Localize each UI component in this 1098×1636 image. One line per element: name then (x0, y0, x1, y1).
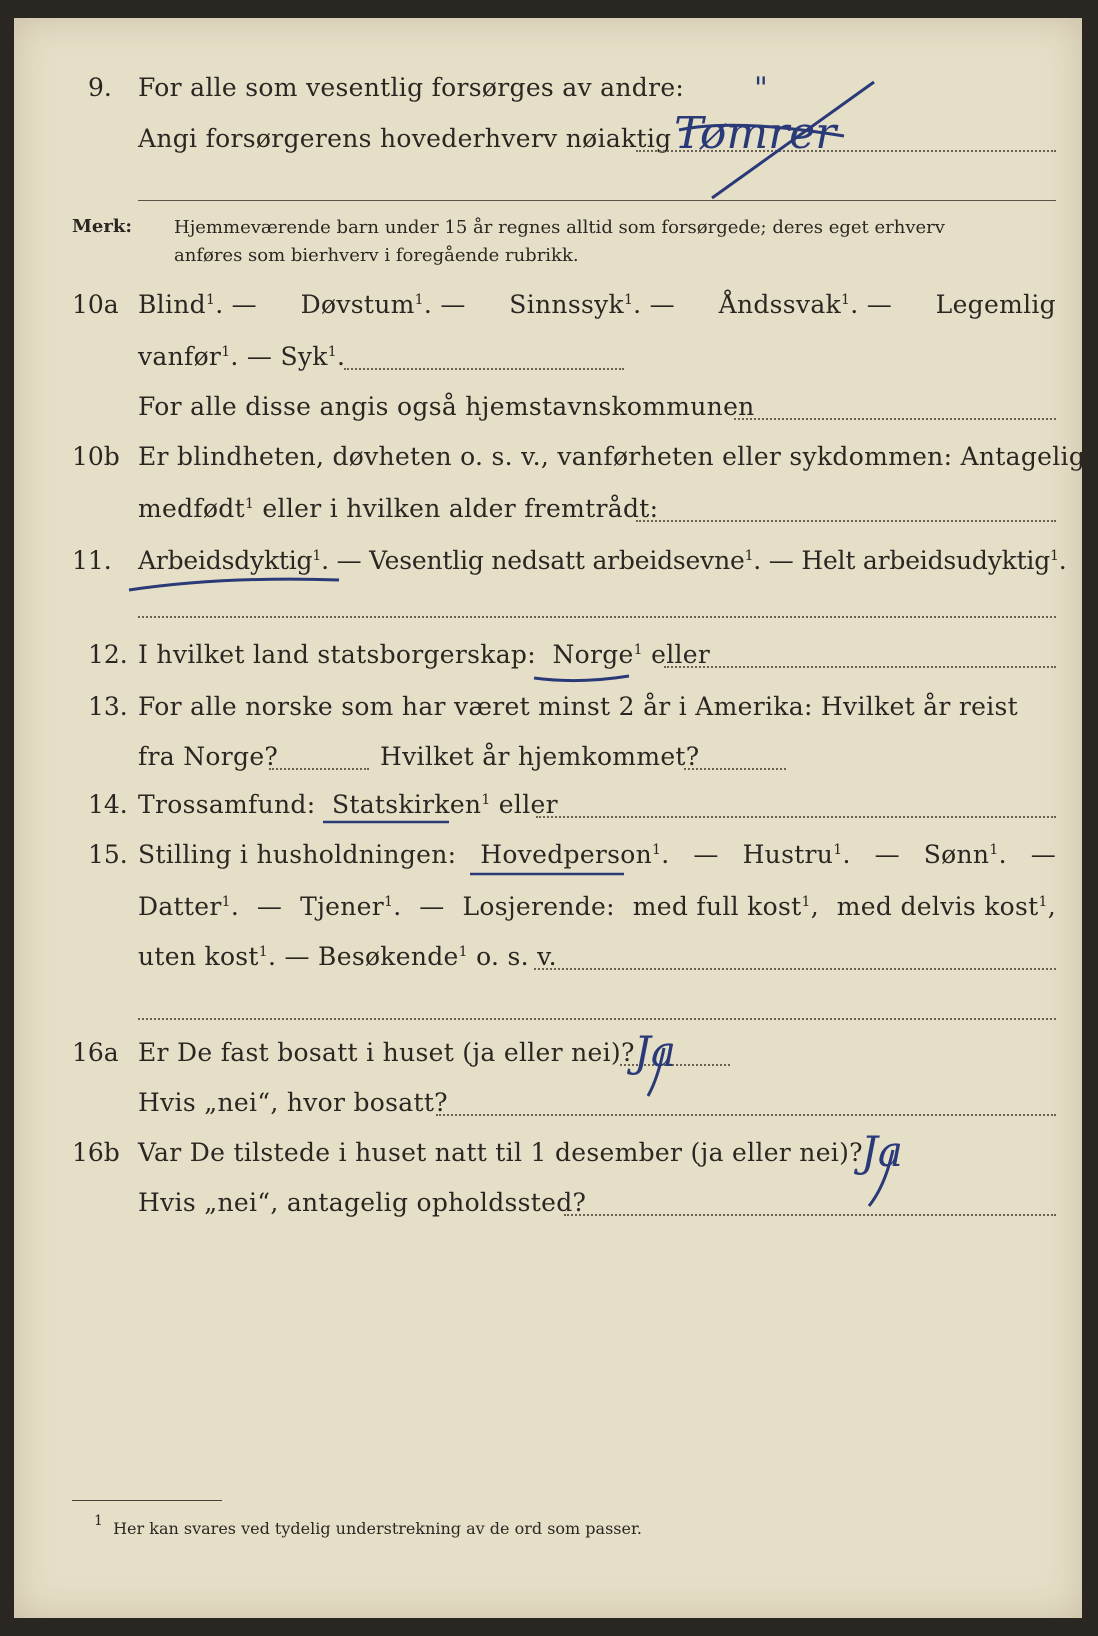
q9-answer-text: Tømrer (674, 108, 837, 159)
q16b-line2: Hvis „nei“, antagelig opholdssted? (138, 1188, 587, 1217)
q13-hjemkommet-line[interactable] (684, 768, 786, 770)
option-arbeidsdyktig[interactable]: Arbeidsdyktig (138, 546, 313, 575)
q13-line2a: fra Norge? (138, 742, 279, 771)
q16b-number: 16b (72, 1138, 120, 1167)
option-datter[interactable]: Datter (138, 892, 222, 921)
q15-extra-line[interactable] (138, 1018, 1056, 1020)
q15-line1: Stilling i husholdningen: Hovedperson$^1$. — Hustru$^1$. — Sønn$^1$. — (138, 840, 1056, 869)
option-blind[interactable]: Blind (138, 290, 206, 319)
option-andssvak[interactable]: Åndssvak (718, 290, 842, 319)
q10a-line1: Blind$^1$. — Døvstum$^1$. — Sinnssyk$^1$. — Åndssvak$^1$. — Legemlig (138, 290, 1056, 319)
q12-answer-line[interactable] (664, 666, 1056, 668)
q10a-line2: vanfør$^1$. — Syk$^1$. (138, 342, 346, 371)
option-sinnssyk[interactable]: Sinnssyk (509, 290, 624, 319)
option-norge[interactable]: Norge (552, 640, 634, 669)
underline-mark-q15 (466, 868, 631, 882)
q13-number: 13. (88, 692, 128, 721)
q9-line1: For alle som vesentlig forsørges av andre: (138, 73, 685, 102)
q10a-answer-line[interactable] (344, 368, 624, 370)
option-nedsatt[interactable]: Vesentlig nedsatt arbeidsevne (369, 546, 745, 575)
footnote (94, 1513, 642, 1540)
census-form-page (14, 18, 1086, 1618)
q10b-line1: Er blindheten, døvheten o. s. v., vanførheten eller sykdommen: Antagelig (138, 442, 1086, 471)
q10b-number: 10b (72, 442, 120, 471)
q15-answer-line[interactable] (534, 968, 1056, 970)
merk-line1: Hjemmeværende barn under 15 år regnes alltid som forsørgede; deres eget erhverv (174, 217, 945, 238)
q12-number: 12. (88, 640, 128, 669)
q16b-line1: Var De tilstede i huset natt til 1 desember (ja eller nei)? (138, 1138, 863, 1167)
q16a-line2: Hvis „nei“, hvor bosatt? (138, 1088, 448, 1117)
option-medfodt[interactable]: medfødt (138, 494, 245, 523)
q11-extra-line[interactable] (138, 616, 1056, 618)
underline-mark-q12 (529, 668, 639, 688)
underline-mark-q11 (124, 570, 354, 600)
underline-mark-q14 (319, 816, 459, 830)
option-udyktig[interactable]: Helt arbeidsudyktig (801, 546, 1051, 575)
q10a-hjemstavn-line[interactable] (734, 418, 1056, 420)
q15-line2: Datter$^1$. — Tjener$^1$. — Losjerende: med full kost$^1$, med delvis kost$^1$, (138, 892, 1056, 921)
q16a-number: 16a (72, 1038, 119, 1067)
option-syk[interactable]: Syk (280, 342, 328, 371)
q12-line: I hvilket land statsborgerskap: Norge$^1$ eller (138, 640, 711, 669)
q16a-handwritten-answer (624, 1018, 764, 1108)
q14-line: Trossamfund: Statskirken$^1$ eller (138, 790, 558, 819)
option-dovstum[interactable]: Døvstum (300, 290, 415, 319)
q10a-line3: For alle disse angis også hjemstavnskommunen (138, 392, 755, 421)
option-tjener[interactable]: Tjener (300, 892, 384, 921)
option-hustru[interactable]: Hustru (742, 840, 834, 869)
footnote-text: Her kan svares ved tydelig understrekning av de ord som passer. (113, 1519, 642, 1538)
option-uten-kost[interactable]: uten kost (138, 942, 259, 971)
ditto-mark: " (754, 71, 768, 106)
option-legemlig[interactable]: Legemlig (935, 290, 1056, 319)
q10a-number: 10a (72, 290, 119, 319)
q14-answer-line[interactable] (536, 816, 1056, 818)
q11-line: Arbeidsdyktig$^1$. — Vesentlig nedsatt arbeidsevne$^1$. — Helt arbeidsudyktig$^1$. (138, 546, 1067, 575)
q16a-answer-text: Ja (634, 1027, 676, 1076)
q16b-opholdssted-line[interactable] (564, 1214, 1056, 1216)
q13-reist-line[interactable] (269, 768, 369, 770)
option-sonn[interactable]: Sønn (923, 840, 990, 869)
q13-line2b: Hvilket år hjemkommet? (380, 742, 700, 771)
q11-number: 11. (72, 546, 112, 575)
q10b-answer-line[interactable] (636, 520, 1056, 522)
q15-number: 15. (88, 840, 128, 869)
q13-line1: For alle norske som har været minst 2 år i Amerika: Hvilket år reist (138, 692, 1019, 721)
q14-number: 14. (88, 790, 128, 819)
option-hovedperson[interactable]: Hovedperson (480, 840, 653, 869)
footnote-rule (72, 1500, 222, 1501)
option-full-kost[interactable]: med full kost (632, 892, 802, 921)
q9-handwritten-answer (644, 58, 944, 208)
q16a-line1: Er De fast bosatt i huset (ja eller nei)? (138, 1038, 635, 1067)
q15-line3: uten kost$^1$. — Besøkende$^1$ o. s. v. (138, 942, 557, 971)
merk-label: Merk: (72, 216, 132, 237)
q16a-bosatt-line[interactable] (436, 1114, 1056, 1116)
option-statskirken[interactable]: Statskirken (331, 790, 482, 819)
q9-number: 9. (88, 73, 112, 102)
q10b-line2: medfødt$^1$ eller i hvilken alder fremtrådt: (138, 494, 659, 523)
merk-line2: anføres som bierhverv i foregående rubrikk. (174, 245, 579, 266)
footnote-mark: 1 (94, 1513, 103, 1529)
option-delvis-kost[interactable]: med delvis kost (836, 892, 1039, 921)
q16b-answer-text: Ja (861, 1127, 903, 1176)
option-besokende[interactable]: Besøkende (318, 942, 459, 971)
q9-line2: Angi forsørgerens hovederhverv nøiaktig (138, 124, 672, 153)
option-vanfor[interactable]: vanfør (138, 342, 222, 371)
q16b-handwritten-answer (849, 1118, 999, 1228)
